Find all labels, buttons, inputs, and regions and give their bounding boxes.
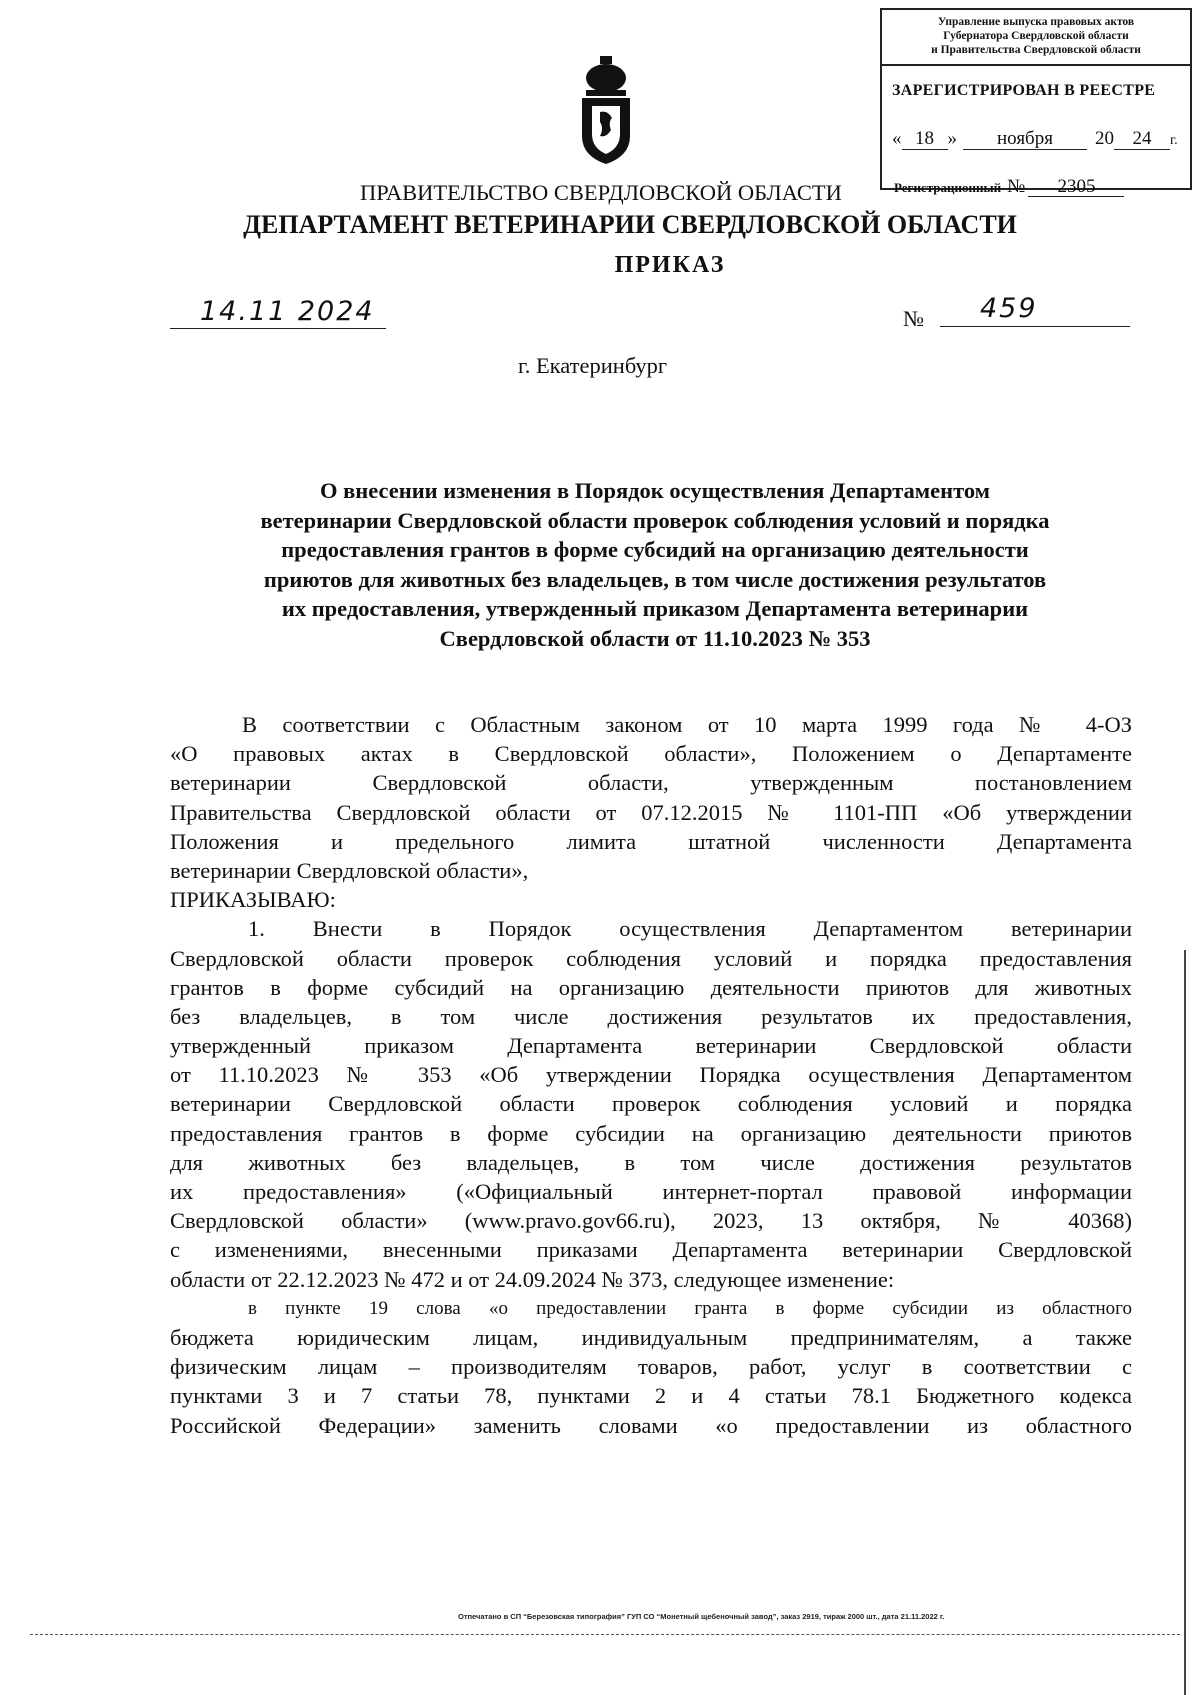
order-date: 14.11 2024 <box>170 296 386 329</box>
order-number-label: № <box>903 306 924 331</box>
item-line: их предоставления» («Официальный интернет-портал правовой информации <box>170 1179 1132 1204</box>
item-line: Свердловской области проверок соблюдения условий и порядка предоставления <box>170 945 1132 971</box>
stamp-registered: ЗАРЕГИСТРИРОВАН В РЕЕСТРЕ <box>892 82 1156 99</box>
title-line: предоставления грантов в форме субсидий на организацию деятельности <box>281 537 1029 562</box>
item-line: с изменениями, внесенными приказами Департамента ветеринарии Свердловской <box>170 1237 1132 1263</box>
stamp-line-2: Губернатора Свердловской области <box>943 30 1129 42</box>
stamp-year-suffix: 24 <box>1114 129 1170 150</box>
footer-divider <box>30 1634 1180 1635</box>
stamp-line-3: и Правительства Свердловской области <box>931 44 1141 56</box>
stamp-day: 18 <box>902 129 948 150</box>
preamble-line: «О правовых актах в Свердловской области», Положением о Департаменте <box>170 741 1132 767</box>
stamp-month: ноября <box>963 129 1087 150</box>
order-word: ПРИКАЗЫВАЮ: <box>170 887 336 913</box>
stamp-reg-number <box>894 176 1124 198</box>
registration-stamp <box>880 8 1192 197</box>
title-line: ветеринарии Свердловской области проверок соблюдения условий и порядка <box>260 507 1050 533</box>
title-line: их предоставления, утвержденный приказом Департамента ветеринарии <box>281 596 1029 621</box>
sub-item-line: бюджета юридическим лицам, индивидуальным предпринимателям, а также <box>170 1324 1132 1350</box>
title-line: О внесении изменения в Порядок осуществления Департаментом <box>320 478 990 503</box>
item-line: Свердловской области» (www.pravo.gov66.ru), 2023, 13 октября, № 40368) <box>170 1208 1132 1234</box>
title-line: Свердловской области от 11.10.2023 № 353 <box>439 625 871 651</box>
scan-edge-line <box>1184 950 1186 1695</box>
order-title <box>170 476 1140 653</box>
stamp-number: 2305 <box>1028 178 1124 197</box>
item-line: предоставления грантов в форме субсидии на организацию деятельности приютов <box>170 1120 1132 1146</box>
sub-item-line: в пункте 19 слова «о предоставлении гранта в форме субсидии из областного <box>248 1297 1132 1319</box>
print-note: Отпечатано в СП “Березовская типография” ГУП СО “Монетный щебеночный завод”, заказ 2919, тираж 2000 шт., дата 21.11.2022 г. <box>458 1612 945 1621</box>
city: г. Екатеринбург <box>518 353 668 378</box>
item-line: грантов в форме субсидий на организацию деятельности приютов для животных <box>170 974 1132 1000</box>
item-line: без владельцев, в том числе достижения результатов их предоставления, <box>170 1003 1132 1029</box>
preamble-line: Положения и предельного лимита штатной численности Департамента <box>170 828 1132 854</box>
item-line: утвержденный приказом Департамента ветеринарии Свердловской области <box>170 1033 1132 1059</box>
item-line: от 11.10.2023 № 353 «Об утверждении Порядка осуществления Департаментом <box>170 1062 1132 1088</box>
stamp-year-prefix: 20 <box>1095 128 1114 149</box>
title-line: приютов для животных без владельцев, в том числе достижения результатов <box>263 566 1047 592</box>
coat-of-arms-icon <box>578 56 634 166</box>
preamble-line: В соответствии с Областным законом от 10 марта 1999 года № 4-ОЗ <box>242 712 1132 737</box>
item-line: для животных без владельцев, в том числе достижения результатов <box>170 1149 1132 1175</box>
stamp-line-1: Управление выпуска правовых актов <box>937 16 1135 28</box>
stamp-header <box>882 10 1190 66</box>
stamp-year-letter: г. <box>1170 133 1178 148</box>
preamble-line: Правительства Свердловской области от 07.12.2015 № 1101-ПП «Об утверждении <box>170 799 1132 825</box>
government-name: ПРАВИТЕЛЬСТВО СВЕРДЛОВСКОЙ ОБЛАСТИ <box>360 180 842 205</box>
sub-item-line: пунктами 3 и 7 статьи 78, пунктами 2 и 4 статьи 78.1 Бюджетного кодекса <box>170 1383 1132 1409</box>
item-line: ветеринарии Свердловской области проверок соблюдения условий и порядка <box>170 1091 1132 1117</box>
item-line: 1. Внести в Порядок осуществления Департаментом ветеринарии <box>248 916 1132 942</box>
preamble-line: ветеринарии Свердловской области», <box>170 857 529 883</box>
department-name: ДЕПАРТАМЕНТ ВЕТЕРИНАРИИ СВЕРДЛОВСКОЙ ОБЛАСТИ <box>243 210 1017 239</box>
stamp-date: « 18 » ноября 20 24 г. <box>892 128 1178 149</box>
sub-item-line: физическим лицам – производителям товаров, работ, услуг в соответствии с <box>170 1354 1132 1380</box>
item-line: области от 22.12.2023 № 472 и от 24.09.2024 № 373, следующее изменение: <box>170 1266 895 1292</box>
document-type: ПРИКАЗ <box>614 252 726 278</box>
sub-item-line: Российской Федерации» заменить словами «о предоставлении из областного <box>170 1412 1132 1438</box>
order-body <box>170 710 1132 1440</box>
order-number: 459 <box>940 292 1130 327</box>
stamp-reg-label: Регистрационный <box>894 180 1002 195</box>
stamp-no-sign: № <box>1007 176 1026 197</box>
preamble-line: ветеринарии Свердловской области, утвержденным постановлением <box>170 770 1132 796</box>
